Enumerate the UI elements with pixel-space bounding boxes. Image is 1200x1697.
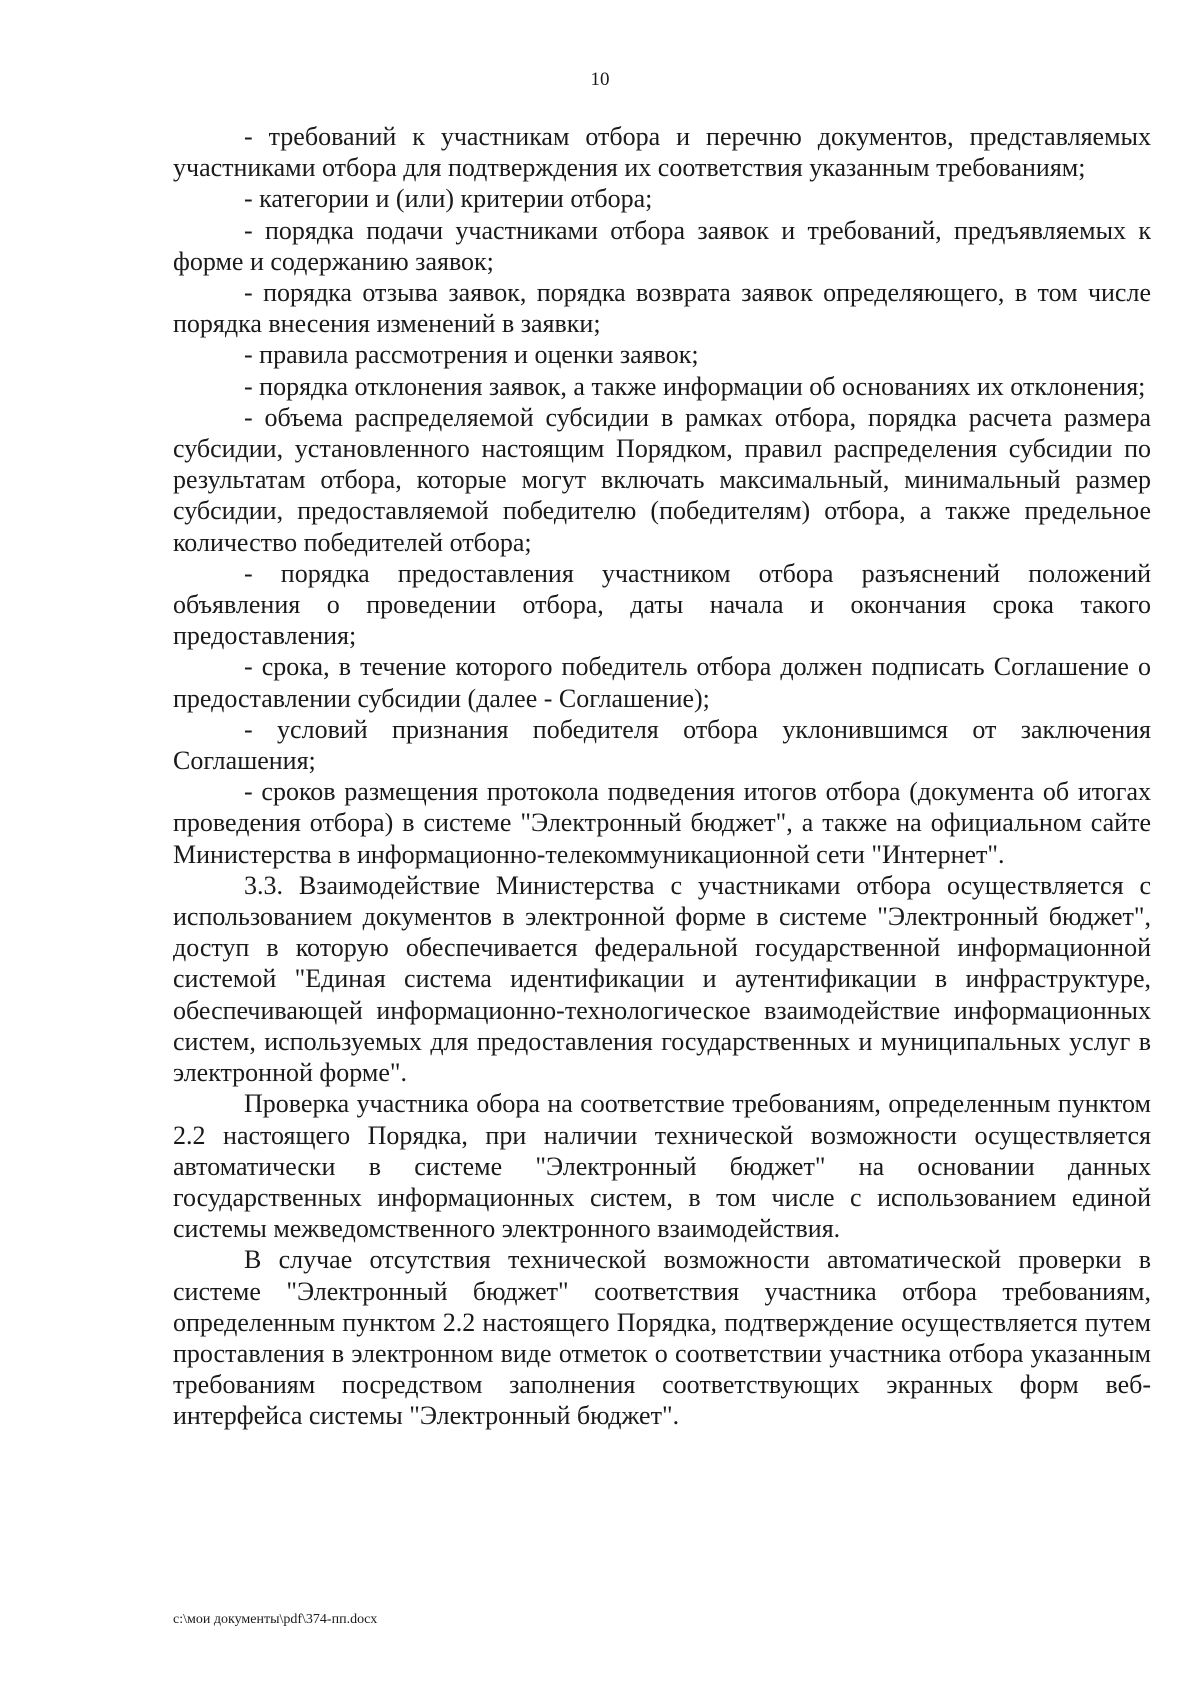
paragraph-evasion-conditions: - условий признания победителя отбора уклонившимся от заключения Соглашения; bbox=[173, 714, 1151, 776]
paragraph-automatic-check: Проверка участника обора на соответствие требованиям, определенным пунктом 2.2 настоящего Порядка, при наличии технической возможности осуществляется автоматически в системе "Электронный бюджет" на основании данных государственных информационных систем, в том числе с использованием единой системы межведомственного электронного взаимодействия. bbox=[173, 1089, 1151, 1244]
paragraph-manual-check: В случае отсутствия технической возможности автоматической проверки в системе "Электронный бюджет" соответствия участника отбора требованиям, определенным пунктом 2.2 настоящего Порядка, подтверждение осуществляется путем проставления в электронном виде отметок о соответствии участника отбора указанным требованиям посредством заполнения соответствующих экранных форм веб-интерфейса системы "Электронный бюджет". bbox=[173, 1245, 1151, 1431]
paragraph-application-withdrawal: - порядка отзыва заявок, порядка возврата заявок определяющего, в том числе порядка внесения изменений в заявки; bbox=[173, 278, 1151, 339]
paragraph-agreement-deadline: - срока, в течение которого победитель отбора должен подписать Соглашение о предоставлении субсидии (далее - Соглашение); bbox=[173, 652, 1151, 713]
paragraph-rejection-procedure: - порядка отклонения заявок, а также информации об основаниях их отклонения; bbox=[244, 371, 1146, 401]
paragraph-protocol-publication: - сроков размещения протокола подведения итогов отбора (документа об итогах проведения отбора) в системе "Электронный бюджет", а также на официальном сайте Министерства в информационно-телекоммуникационной сети "Интернет". bbox=[173, 777, 1151, 869]
document-body bbox=[173, 121, 1151, 1432]
paragraph-application-procedure: - порядка подачи участниками отбора заявок и требований, предъявляемых к форме и содержанию заявок; bbox=[173, 215, 1151, 276]
footer-file-path: c:\мои документы\pdf\374-пп.docx bbox=[173, 1612, 378, 1627]
paragraph-subsidy-volume: - объема распределяемой субсидии в рамках отбора, порядка расчета размера субсидии, установленного настоящим Порядком, правил распределения субсидии по результатам отбора, которые могут включать максимальный, минимальный размер субсидии, предоставляемой победителю (победителям) отбора, а также предельное количество победителей отбора; bbox=[173, 402, 1151, 557]
paragraph-categories-criteria: - категории и (или) критерии отбора; bbox=[244, 184, 653, 214]
paragraph-section-3-3: 3.3. Взаимодействие Министерства с участниками отбора осуществляется с использованием документов в электронной форме в системе "Электронный бюджет", доступ в которую обеспечивается федеральной государственной информационной системой "Единая система идентификации и аутентификации в инфраструктуре, обеспечивающей информационно-технологическое взаимодействие информационных систем, используемых для предоставления государственных и муниципальных услуг в электронной форме". bbox=[173, 870, 1151, 1088]
paragraph-requirements-list: - требований к участникам отбора и перечню документов, представляемых участниками отбора для подтверждения их соответствия указанным требованиям; bbox=[173, 122, 1151, 183]
page-number: 10 bbox=[590, 69, 610, 90]
paragraph-review-rules: - правила рассмотрения и оценки заявок; bbox=[244, 340, 699, 370]
paragraph-clarifications: - порядка предоставления участником отбора разъяснений положений объявления о проведении отбора, даты начала и окончания срока такого предоставления; bbox=[173, 558, 1151, 651]
